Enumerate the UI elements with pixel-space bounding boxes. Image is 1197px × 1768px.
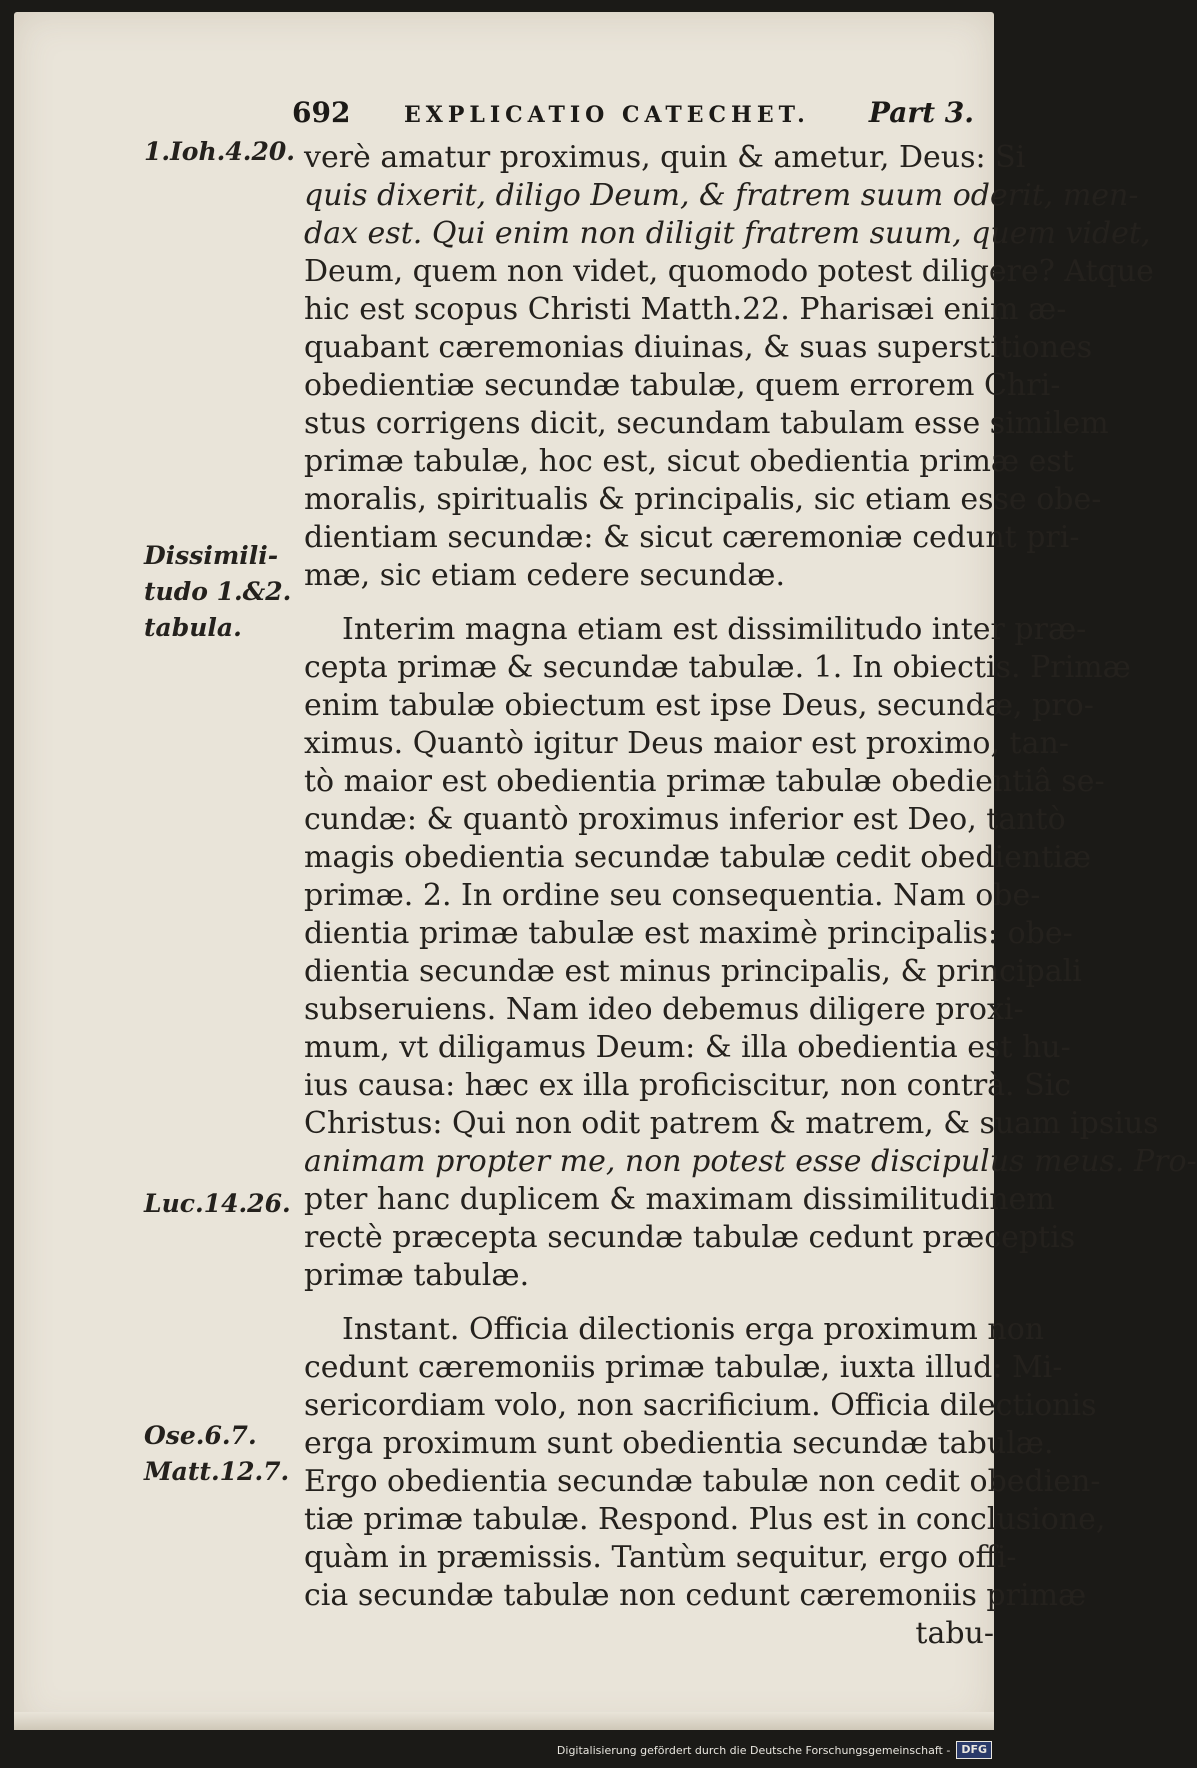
text-line: primæ tabulæ, hoc est, sicut obedientia primæ est	[304, 444, 1074, 479]
text-line: tò maior est obedientia primæ tabulæ obedientiâ se-	[304, 764, 1105, 799]
text-line: mum, vt diligamus Deum: & illa obedientia est hu-	[304, 1030, 1071, 1065]
text-line: dientiam secundæ: & sicut cæremoniæ cedunt pri-	[304, 520, 1080, 555]
page-edge	[14, 1712, 994, 1730]
catchword: tabu-	[915, 1616, 994, 1651]
page-number: 692	[292, 96, 351, 129]
digitization-credit	[557, 1738, 992, 1762]
text-line: sericordiam volo, non sacrificium. Officia dilectionis	[304, 1388, 1097, 1423]
text-line: Interim magna etiam est dissimilitudo inter præ-	[342, 612, 1087, 647]
text-line: obedientiæ secundæ tabulæ, quem errorem Chri-	[304, 368, 1061, 403]
text-line: pter hanc duplicem & maximam dissimilitudinem	[304, 1182, 1055, 1217]
text-line: Ergo obedientia secundæ tabulæ non cedit obedien-	[304, 1464, 1101, 1499]
text-line: cundæ: & quantò proximus inferior est Deo, tantò	[304, 802, 1066, 837]
text-line: Instant. Officia dilectionis erga proximum non	[342, 1312, 1045, 1347]
margin-note: Dissimili-	[144, 541, 279, 570]
text-line: primæ. 2. In ordine seu consequentia. Nam obe-	[304, 878, 1041, 913]
text-line: dax est. Qui enim non diligit fratrem suum, quem videt,	[304, 216, 1151, 251]
text-line: enim tabulæ obiectum est ipse Deus, secundæ, pro-	[304, 688, 1094, 723]
margin-note: tudo 1.&2.	[144, 577, 292, 606]
text-line: mæ, sic etiam cedere secundæ.	[304, 558, 785, 593]
text-line: rectè præcepta secundæ tabulæ cedunt præceptis	[304, 1220, 1076, 1255]
margin-note: Matt.12.7.	[144, 1457, 290, 1486]
text-line: Deum, quem non videt, quomodo potest diligere? Atque	[304, 254, 1154, 289]
credit-text: Digitalisierung gefördert durch die Deutsche Forschungsgemeinschaft -	[556, 1743, 951, 1757]
text-line: subseruiens. Nam ideo debemus diligere proxi-	[304, 992, 1024, 1027]
margin-note: Ose.6.7.	[144, 1421, 257, 1450]
margin-note: 1.Ioh.4.20.	[144, 137, 295, 166]
text-line: primæ tabulæ.	[304, 1258, 530, 1293]
margin-note: tabula.	[144, 613, 242, 642]
text-line: quàm in præmissis. Tantùm sequitur, ergo offi-	[304, 1540, 1017, 1575]
text-line: quis dixerit, diligo Deum, & fratrem suum oderit, men-	[304, 178, 1139, 213]
text-line: hic est scopus Christi Matth.22. Pharisæi enim æ-	[304, 292, 1067, 327]
margin-notes	[144, 136, 304, 1556]
text-line: magis obedientia secundæ tabulæ cedit obedientiæ	[304, 840, 1092, 875]
body-text	[304, 136, 1197, 1651]
text-line: dientia primæ tabulæ est maximè principalis: obe-	[304, 916, 1073, 951]
text-line: animam propter me, non potest esse discipulus meus. Pro-	[304, 1144, 1197, 1179]
book-page	[14, 12, 1197, 1730]
text-line: erga proximum sunt obedientia secundæ tabulæ.	[304, 1426, 1054, 1461]
margin-note: Luc.14.26.	[144, 1189, 291, 1218]
dfg-logo-icon: DFG	[956, 1741, 992, 1759]
text-line: cedunt cæremoniis primæ tabulæ, iuxta illud: Mi-	[304, 1350, 1063, 1385]
running-title: EXPLICATIO CATECHET.	[404, 102, 810, 128]
text-line: verè amatur proximus, quin & ametur, Deus: Si	[304, 140, 1026, 175]
text-line: tiæ primæ tabulæ. Respond. Plus est in conclusione,	[304, 1502, 1106, 1537]
part-label: Part 3.	[868, 96, 974, 129]
text-line: dientia secundæ est minus principalis, & principali	[304, 954, 1082, 989]
text-line: quabant cæremonias diuinas, & suas superstitiones	[304, 330, 1093, 365]
running-head	[284, 96, 974, 134]
text-line: ximus. Quantò igitur Deus maior est proximo, tan-	[304, 726, 1069, 761]
text-line: ius causa: hæc ex illa proficiscitur, non contrà. Sic	[304, 1068, 1072, 1103]
text-line: Christus: Qui non odit patrem & matrem, & suam ipsius	[304, 1106, 1159, 1141]
text-line: cepta primæ & secundæ tabulæ. 1. In obiectis. Primæ	[304, 650, 1131, 685]
text-line: cia secundæ tabulæ non cedunt cæremoniis primæ	[304, 1578, 1087, 1613]
text-line: stus corrigens dicit, secundam tabulam esse similem	[304, 406, 1109, 441]
text-line: moralis, spiritualis & principalis, sic etiam esse obe-	[304, 482, 1102, 517]
